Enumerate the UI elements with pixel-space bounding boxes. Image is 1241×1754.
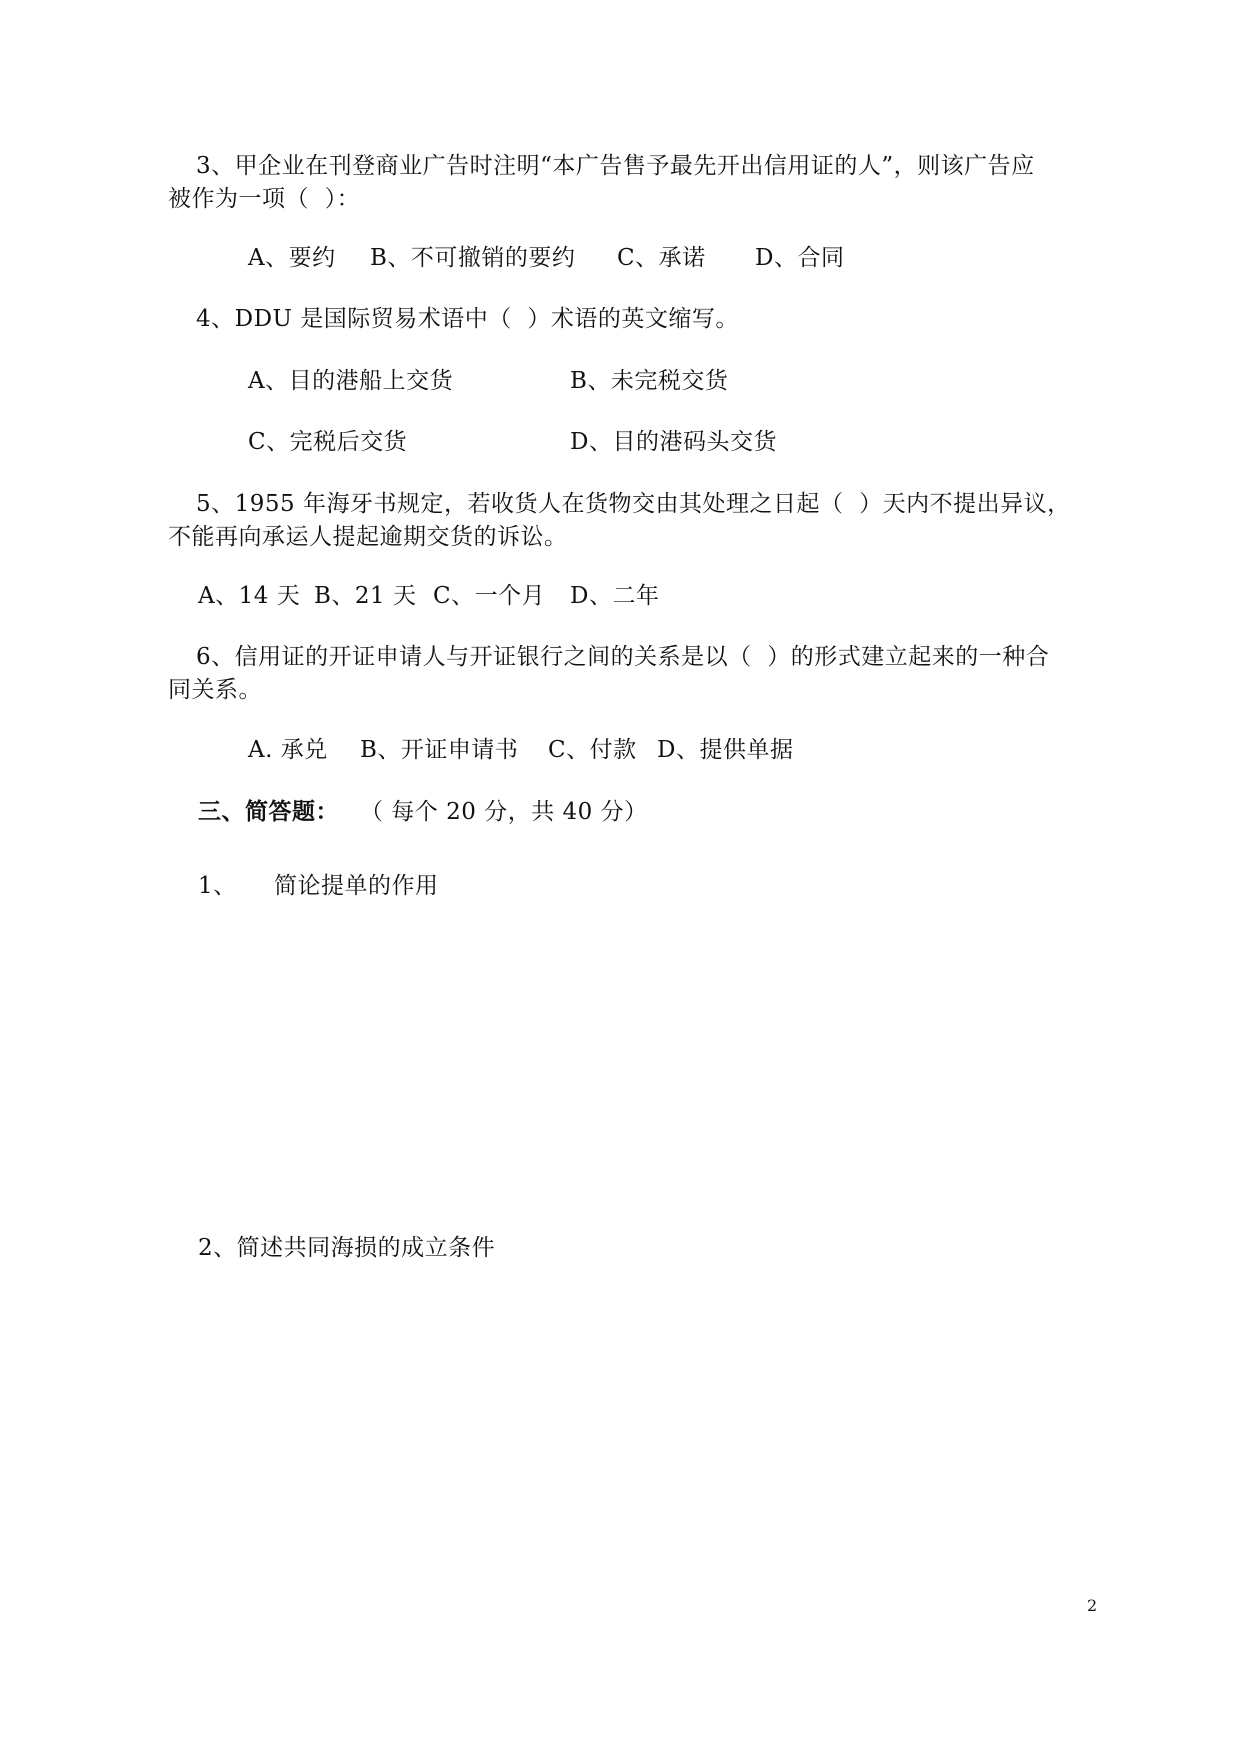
q3-option-d: D、合同 [755, 245, 845, 271]
q4-line1: 4、DDU 是国际贸易术语中（ ）术语的英文缩写。 [196, 306, 739, 332]
q4-option-a: A、目的港船上交货 [248, 368, 454, 394]
section3-heading: 三、简答题： [198, 798, 339, 825]
q5-line2: 不能再向承运人提起逾期交货的诉讼。 [168, 524, 568, 550]
short-answer-1-number: 1、 [198, 873, 237, 899]
q4-option-c: C、完税后交货 [248, 429, 408, 455]
q5-option-d: D、二年 [570, 583, 660, 609]
q6-option-a: A. 承兑 [248, 737, 328, 763]
q3-option-a: A、要约 [248, 245, 336, 271]
section3-scoring: （ 每个 20 分，共 40 分） [360, 799, 648, 825]
short-answer-2 [198, 1232, 495, 1264]
q3-line1: 3、甲企业在刊登商业广告时注明“本广告售予最先开出信用证的人”，则该广告应 [196, 153, 1035, 179]
page-number: 2 [1087, 1596, 1098, 1615]
q6-option-c: C、付款 [548, 737, 637, 763]
q5-line1: 5、1955 年海牙书规定，若收货人在货物交由其处理之日起（ ）天内不提出异议， [196, 491, 1071, 517]
q6-line2: 同关系。 [168, 677, 262, 703]
q6-option-b: B、开证申请书 [360, 737, 519, 763]
q5-option-a: A、14 天 [198, 583, 301, 609]
q6-line1: 6、信用证的开证申请人与开证银行之间的关系是以（ ）的形式建立起来的一种合 [196, 644, 1050, 670]
q3-option-c: C、承诺 [617, 245, 706, 271]
q6-option-d: D、提供单据 [657, 737, 794, 763]
q5-option-b: B、21 天 [314, 583, 417, 609]
q3-option-b: B、不可撤销的要约 [370, 245, 576, 271]
short-answer-2-text: 简述共同海损的成立条件 [236, 1235, 496, 1261]
q5-option-c: C、一个月 [433, 583, 546, 609]
q4-option-b: B、未完税交货 [570, 368, 729, 394]
q3-line2: 被作为一项（ ）： [168, 186, 361, 212]
short-answer-2-number: 2、 [198, 1235, 237, 1261]
short-answer-1-text: 简论提单的作用 [274, 873, 439, 899]
q4-option-d: D、目的港码头交货 [570, 429, 777, 455]
